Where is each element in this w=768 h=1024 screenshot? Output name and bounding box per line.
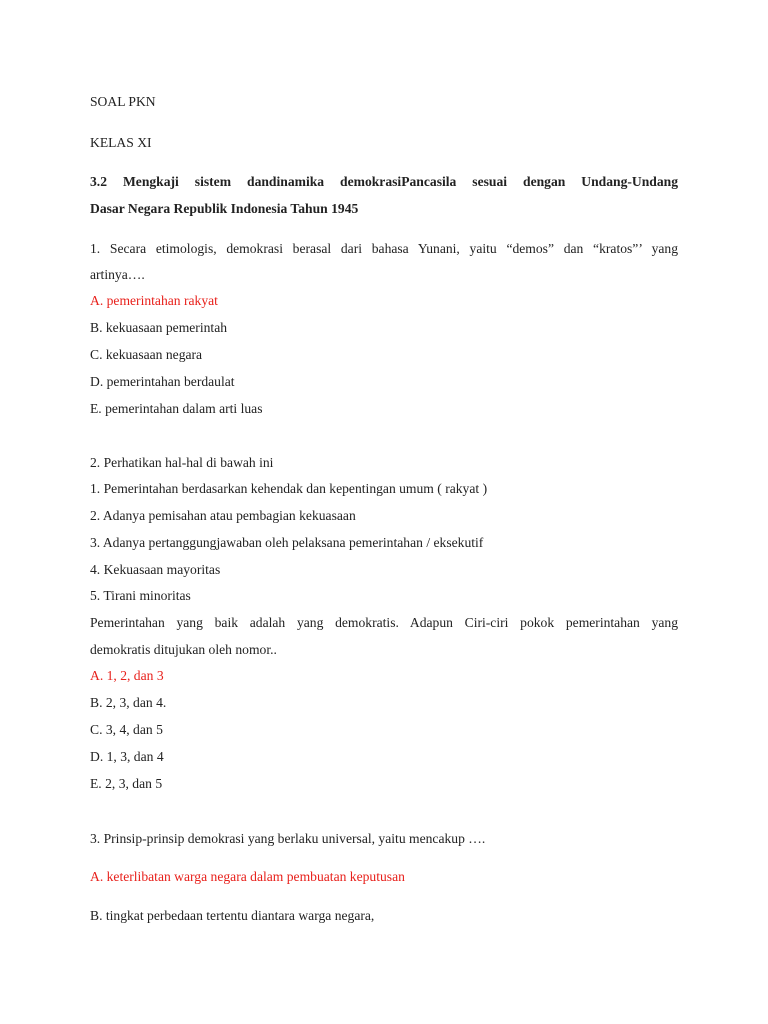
- question-2-item-4: 4. Kekuasaan mayoritas: [90, 562, 221, 577]
- question-2-item-3: 3. Adanya pertanggungjawaban oleh pelaksana pemerintahan / eksekutif: [90, 535, 484, 550]
- question-2-option-d: D. 1, 3, dan 4: [90, 749, 164, 764]
- question-2-option-e: E. 2, 3, dan 5: [90, 776, 163, 791]
- question-3-stem: 3. Prinsip-prinsip demokrasi yang berlaku universal, yaitu mencakup ….: [90, 831, 486, 846]
- question-2-intro: 2. Perhatikan hal-hal di bawah ini: [90, 455, 274, 470]
- competency-line-2: Dasar Negara Republik Indonesia Tahun 1945: [90, 201, 359, 216]
- competency-line-1: 3.2 Mengkaji sistem dandinamika demokrasiPancasila sesuai dengan Undang-Undang: [90, 174, 678, 189]
- question-1-option-a-answer: A. pemerintahan rakyat: [90, 293, 218, 308]
- question-3-option-b: B. tingkat perbedaan tertentu diantara warga negara,: [90, 908, 375, 923]
- document-title: SOAL PKN: [90, 94, 156, 109]
- question-2-item-1: 1. Pemerintahan berdasarkan kehendak dan kepentingan umum ( rakyat ): [90, 481, 488, 496]
- question-2-stem-line-1: Pemerintahan yang baik adalah yang demokratis. Adapun Ciri-ciri pokok pemerintahan yang: [90, 615, 678, 630]
- question-2-stem-line-2: demokratis ditujukan oleh nomor..: [90, 642, 277, 657]
- question-2-option-a-answer: A. 1, 2, dan 3: [90, 668, 164, 683]
- question-1-option-d: D. pemerintahan berdaulat: [90, 374, 235, 389]
- question-1-option-e: E. pemerintahan dalam arti luas: [90, 401, 263, 416]
- question-1-line-2: artinya….: [90, 267, 145, 282]
- question-1-line-1: 1. Secara etimologis, demokrasi berasal dari bahasa Yunani, yaitu “demos” dan “kratos”’ yang: [90, 241, 678, 256]
- question-2-item-5: 5. Tirani minoritas: [90, 588, 191, 603]
- question-1-option-b: B. kekuasaan pemerintah: [90, 320, 228, 335]
- question-2-item-2: 2. Adanya pemisahan atau pembagian kekuasaan: [90, 508, 356, 523]
- question-2-option-b: B. 2, 3, dan 4.: [90, 695, 167, 710]
- question-2-option-c: C. 3, 4, dan 5: [90, 722, 163, 737]
- question-3-option-a-answer: A. keterlibatan warga negara dalam pembuatan keputusan: [90, 869, 405, 884]
- class-label: KELAS XI: [90, 135, 152, 150]
- question-1-option-c: C. kekuasaan negara: [90, 347, 203, 362]
